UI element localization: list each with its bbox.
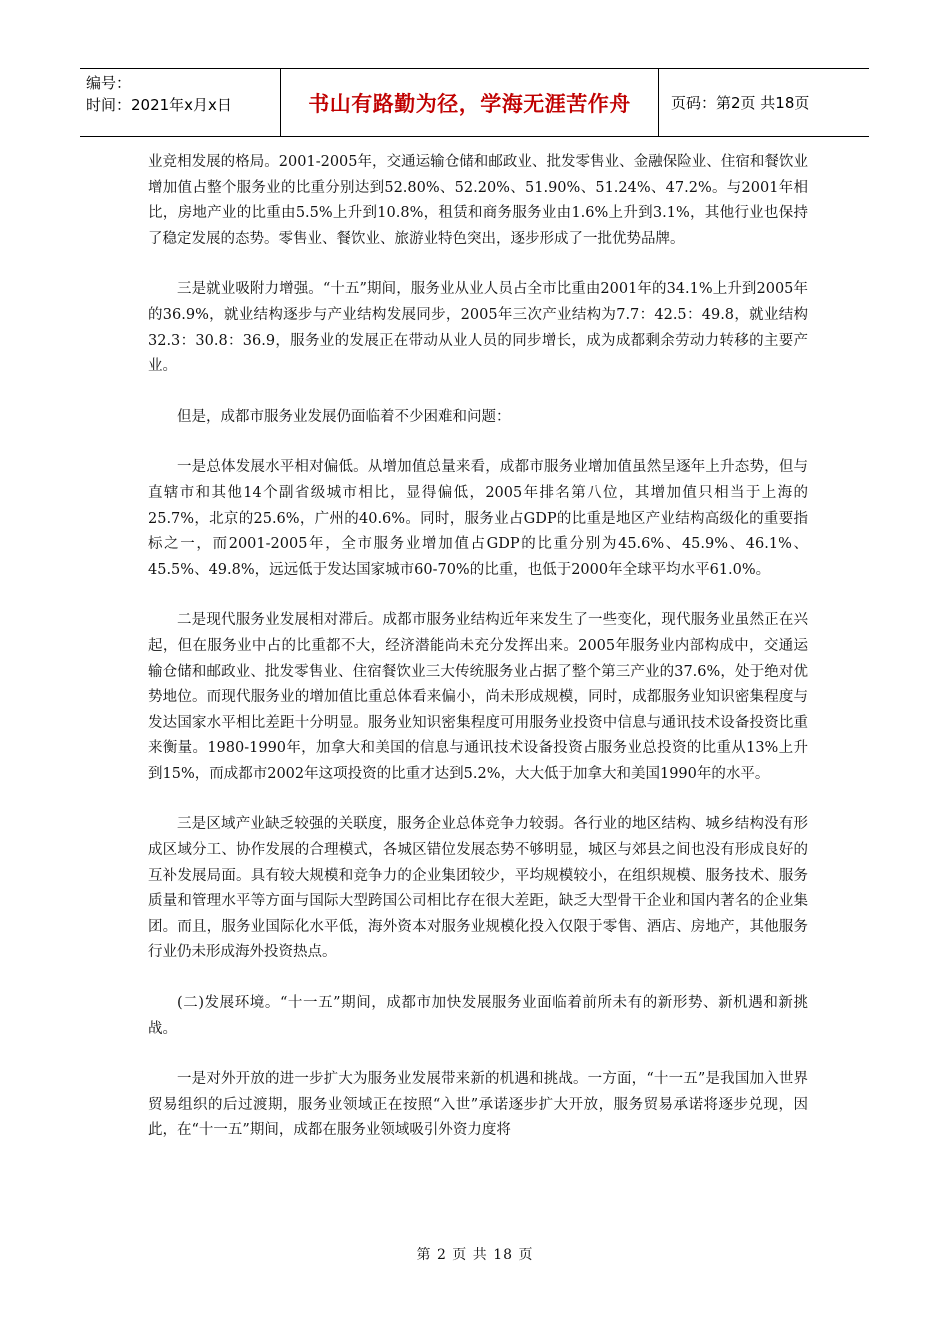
document-number-label: 编号： [86, 74, 132, 92]
paragraph: 三是区域产业缺乏较强的关联度，服务企业总体竞争力较弱。各行业的地区结构、城乡结构没有形成区域分工、协作发展的合理模式，各城区错位发展态势不够明显，城区与郊县之间也没有形成良好的互补发展局面。具有较大规模和竞争力的企业集团较少，平均规模较小，在组织规模、服务技术、服务质量和管理水平等方面与国际大型跨国公司相比存在很大差距，缺乏大型骨干企业和国内著名的企业集团。而且，服务业国际化水平低，海外资本对服务业规模化投入仅限于零售、酒店、房地产，其他服务行业仍未形成海外投资热点。 [148, 816, 808, 961]
document-body [148, 150, 808, 1169]
paragraph: 二是现代服务业发展相对滞后。成都市服务业结构近年来发生了一些变化，现代服务业虽然正在兴起，但在服务业中占的比重都不大，经济潜能尚未充分发挥出来。2005年服务业内部构成中，交通运输仓储和邮政业、批发零售业、住宿餐饮业三大传统服务业占据了整个第三产业的37.6%，处于绝对优势地位。而现代服务业的增加值比重总体看来偏小，尚未形成规模，同时，成都服务业知识密集程度与发达国家水平相比差距十分明显。服务业知识密集程度可用服务业投资中信息与通讯技术设备投资比重来衡量。1980-1990年，加拿大和美国的信息与通讯技术设备投资占服务业总投资的比重从13%上升到15%，而成都市2002年这项投资的比重才达到5.2%，大大低于加拿大和美国1990年的水平。 [148, 612, 808, 782]
document-date: 时间：2021年x月x日 [86, 96, 232, 114]
paragraph: 但是，成都市服务业发展仍面临着不少困难和问题： [177, 408, 511, 425]
page-header [80, 68, 869, 137]
page-footer: 第 2 页 共 18 页 [416, 1247, 534, 1263]
paragraph: 三是就业吸附力增强。“十五”期间，服务业从业人员占全市比重由2001年的34.1%上升到2005年的36.9%，就业结构逐步与产业结构发展同步，2005年三次产业结构为7.7：42.5：49.8，就业结构32.3：30.8：36.9，服务业的发展正在带动从业人员的同步增长，成为成都剩余劳动力转移的主要产业。 [148, 281, 808, 375]
paragraph: 一是对外开放的进一步扩大为服务业发展带来新的机遇和挑战。一方面，“十一五”是我国加入世界贸易组织的后过渡期，服务业领域正在按照“入世”承诺逐步扩大开放，服务贸易承诺将逐步兑现，因此，在“十一五”期间，成都在服务业领域吸引外资力度将 [148, 1071, 808, 1139]
paragraph: (二)发展环境。“十一五”期间，成都市加快发展服务业面临着前所未有的新形势、新机遇和新挑战。 [148, 995, 808, 1037]
paragraph: 一是总体发展水平相对偏低。从增加值总量来看，成都市服务业增加值虽然呈逐年上升态势，但与直辖市和其他14个副省级城市相比，显得偏低，2005年排名第八位，其增加值只相当于上海的25.7%，北京的25.6%，广州的40.6%。同时，服务业占GDP的比重是地区产业结构高级化的重要指标之一，而2001-2005年，全市服务业增加值占GDP的比重分别为45.6%、45.9%、46.1%、45.5%、49.8%，远远低于发达国家城市60-70%的比重，也低于2000年全球平均水平61.0%。 [148, 459, 808, 578]
header-meta-cell [80, 69, 281, 136]
header-motto: 书山有路勤为径，学海无涯苦作舟 [281, 69, 659, 136]
header-page-info: 页码：第2页 共18页 [671, 94, 810, 112]
paragraph: 业竞相发展的格局。2001-2005年，交通运输仓储和邮政业、批发零售业、金融保险业、住宿和餐饮业增加值占整个服务业的比重分别达到52.80%、52.20%、51.90%、51.24%、47.2%。与2001年相比，房地产业的比重由5.5%上升到10.8%，租赁和商务服务业由1.6%上升到3.1%，其他行业也保持了稳定发展的态势。零售业、餐饮业、旅游业特色突出，逐步形成了一批优势品牌。 [148, 154, 808, 247]
